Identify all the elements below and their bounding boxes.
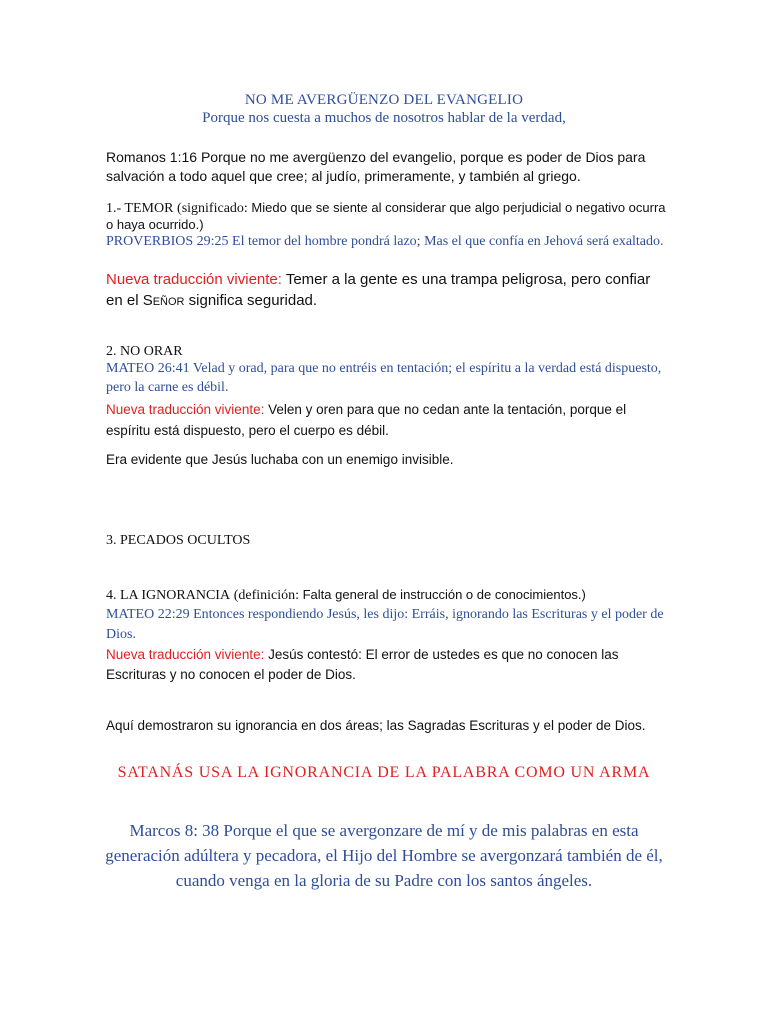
section-2-ntv-label: Nueva traducción viviente: xyxy=(106,402,265,417)
section-2-extra: Era evidente que Jesús luchaba con un enemigo invisible. xyxy=(106,452,454,467)
section-1-heading: 1.- TEMOR xyxy=(106,201,174,216)
section-2-ntv-text: Velen y oren para que no cedan ante la tentación, porque el espíritu está dispuesto, pero el cuerpo es débil. xyxy=(106,402,627,438)
intro-paragraph: Romanos 1:16 Porque no me avergüenzo del evangelio, porque es poder de Dios para salvación a todo aquel que cree; al judío, primeramente, y también al griego. xyxy=(106,149,646,184)
section-4-extra: Aquí demostraron su ignorancia en dos áreas; las Sagradas Escrituras y el poder de Dios. xyxy=(106,718,646,733)
section-4-def-label: (definición: xyxy=(233,588,299,603)
section-1-ntv-label: Nueva traducción viviente: xyxy=(106,271,282,288)
section-4-ntv-label: Nueva traducción viviente: xyxy=(106,647,265,662)
section-4-ntv xyxy=(106,645,666,685)
section-4-def-text: Falta general de instrucción o de conocimientos.) xyxy=(299,587,586,602)
page-subtitle: Porque nos cuesta a muchos de nosotros hablar de la verdad, xyxy=(202,110,566,126)
closing-verse: Marcos 8: 38 Porque el que se avergonzare de mí y de mis palabras en esta generación adúltera y pecadora, el Hijo del Hombre se avergonzará también de él, cuando venga en la gloria de su Padre con los santos ángeles. xyxy=(105,821,663,890)
section-3-heading: 3. PECADOS OCULTOS xyxy=(106,533,251,548)
section-1-ntv-smallcaps: EÑOR xyxy=(152,296,185,308)
section-2-verse: MATEO 26:41 Velad y orad, para que no entréis en tentación; el espíritu a la verdad está dispuesto, pero la carne es débil. xyxy=(106,361,662,395)
section-1-def-label: (significado: xyxy=(177,201,248,216)
section-4-verse: MATEO 22:29 Entonces respondiendo Jesús, les dijo: Erráis, ignorando las Escrituras y el poder de Dios. xyxy=(106,607,664,642)
banner-heading: SATANÁS USA LA IGNORANCIA DE LA PALABRA COMO UN ARMA xyxy=(117,764,651,781)
section-1-verse: PROVERBIOS 29:25 El temor del hombre pondrá lazo; Mas el que confía en Jehová será exaltado. xyxy=(106,234,664,249)
section-1-ntv-text-a: Temer a la gente es una trampa peligrosa, pero confiar en el S xyxy=(106,271,651,309)
section-2-ntv xyxy=(106,399,666,441)
section-1-heading-line xyxy=(106,200,666,233)
section-1-ntv-text-b: significa seguridad. xyxy=(184,292,318,309)
section-2-heading: 2. NO ORAR xyxy=(106,344,183,359)
page-title: NO ME AVERGÜENZO DEL EVANGELIO xyxy=(244,92,524,108)
section-4-heading-line xyxy=(106,586,666,604)
section-4-heading: 4. LA IGNORANCIA xyxy=(106,588,231,603)
section-4-ntv-text: Jesús contestó: El error de ustedes es que no conocen las Escrituras y no conocen el poder de Dios. xyxy=(106,647,619,682)
section-1-def-text: Miedo que se siente al considerar que algo perjudicial o negativo ocurra o haya ocurrido.) xyxy=(106,200,666,232)
section-1-ntv xyxy=(106,269,666,313)
